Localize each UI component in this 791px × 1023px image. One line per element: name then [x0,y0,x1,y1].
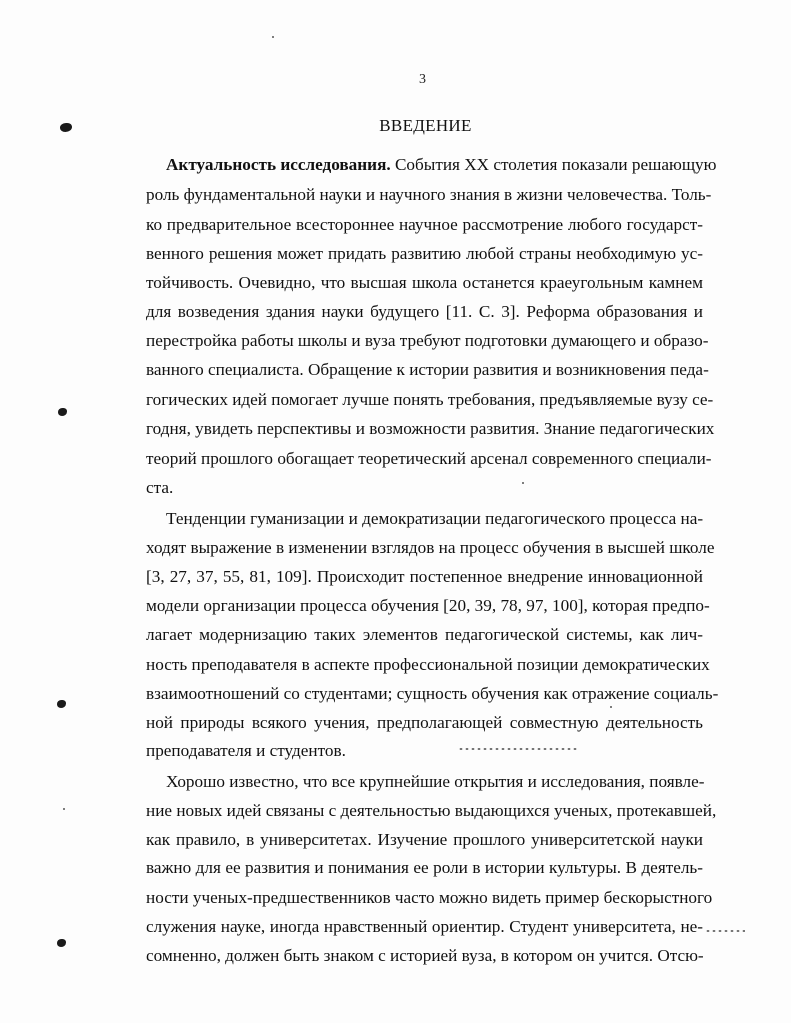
paragraph-line: ность преподавателя в аспекте профессиональной позиции демократических [146,655,710,674]
paragraph-line: годня, увидеть перспективы и возможности развития. Знание педагогических [146,419,715,438]
paragraph-line: Хорошо известно, что все крупнейшие открытия и исследования, появле- [166,772,705,791]
paragraph-line: ние новых идей связаны с деятельностью выдающихся ученых, протекавшей, [146,801,717,820]
scan-speck [610,706,612,708]
scan-speck [272,36,274,38]
lead-phrase: Актуальность исследования. [166,155,391,174]
paragraph-line: для возведения здания науки будущего [11. С. 3]. Реформа образования и [146,302,703,321]
paragraph-line: роль фундаментальной науки и научного знания в жизни человечества. Толь- [146,185,712,204]
paragraph-line: тойчивость. Очевидно, что высшая школа останется краеугольным камнем [146,273,703,292]
scan-hole-mark [57,939,66,947]
paragraph-line: теорий прошлого обогащает теоретический арсенал современного специали- [146,449,712,468]
paragraph-line: модели организации процесса обучения [20, 39, 78, 97, 100], которая предпо- [146,596,710,615]
paragraph-line: ной природы всякого учения, предполагающей совместную деятельность [146,713,703,732]
section-heading: ВВЕДЕНИЕ [379,116,472,135]
paragraph-line: ванного специалиста. Обращение к истории развития и возникновения педа- [146,360,709,379]
paragraph-line: ста. [146,478,174,497]
paragraph-line: сомненно, должен быть знаком с историей вуза, в котором он учится. Отсю- [146,946,704,965]
paragraph-line: служения науке, иногда нравственный ориентир. Студент университета, не- [146,917,703,936]
paragraph-line: важно для ее развития и понимания ее роли в истории культуры. В деятель- [146,858,703,877]
paragraph-line: гогических идей помогает лучше понять требования, предъявляемые вузу се- [146,390,714,409]
paragraph-line: венного решения может придать развитию любой страны необходимую ус- [146,244,703,263]
scan-hole-mark [58,408,67,416]
paragraph-line: преподавателя и студентов. [146,741,346,760]
scan-hole-mark [57,700,66,708]
scan-speck [63,808,65,810]
paragraph-line: как правило, в университетах. Изучение прошлого университетской науки [146,830,703,849]
paragraph-line: ности ученых-предшественников часто можно видеть пример бескорыстного [146,888,713,907]
paragraph-line: [3, 27, 37, 55, 81, 109]. Происходит постепенное внедрение инновационной [146,567,703,586]
paragraph-line: взаимоотношений со студентами; сущность обучения как отражение социаль- [146,684,719,703]
paragraph-line: перестройка работы школы и вуза требуют подготовки думающего и образо- [146,331,709,350]
scan-noise [705,930,745,932]
paragraph-line: ходят выражение в изменении взглядов на процесс обучения в высшей школе [146,538,715,557]
paragraph-line: ко предварительное всестороннее научное рассмотрение любого государст- [146,215,703,234]
lead-line-text: События XX столетия показали решающую [394,155,717,174]
paragraph-line: Тенденции гуманизации и демократизации педагогического процесса на- [166,509,704,528]
paragraph-line [166,155,717,175]
paragraph-line: лагает модернизацию таких элементов педагогической системы, как лич- [146,625,703,644]
page-number: 3 [419,72,426,87]
